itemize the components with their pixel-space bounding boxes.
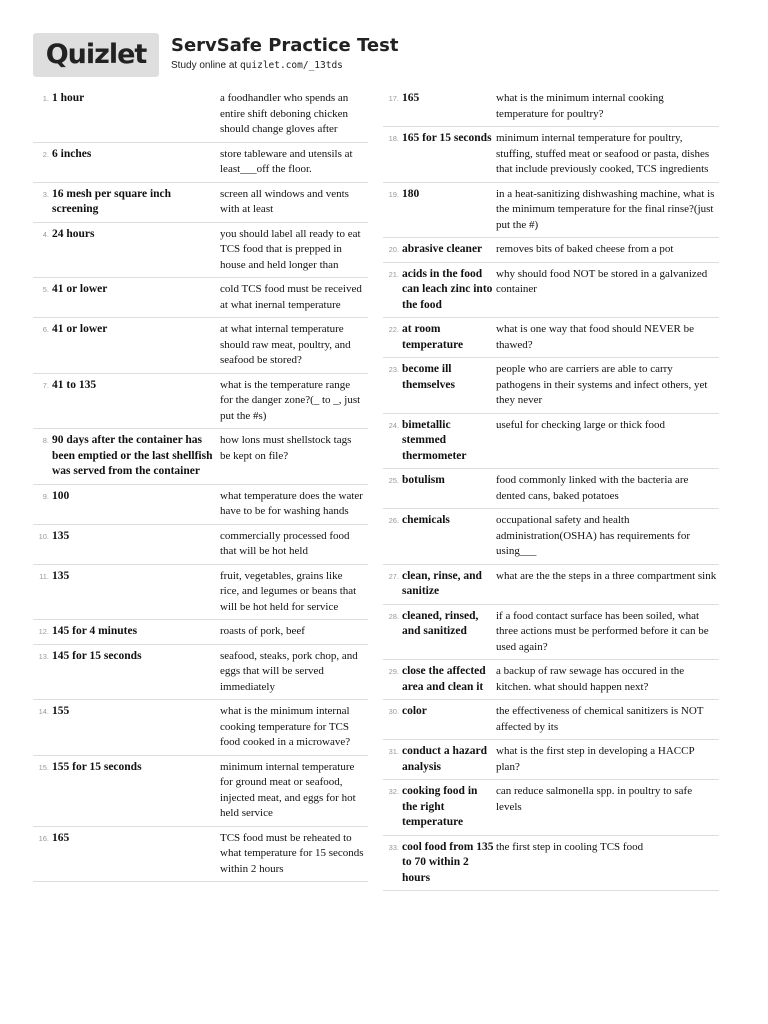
card-term: 155 for 15 seconds — [52, 760, 142, 773]
card-number: 15. — [38, 762, 49, 772]
card-number: 3. — [42, 189, 49, 199]
flashcard-row — [383, 87, 719, 127]
card-number: 17. — [388, 94, 399, 103]
flashcard-row — [33, 565, 368, 621]
card-term: 41 or lower — [52, 323, 108, 335]
card-number: 24. — [388, 420, 399, 430]
card-number: 26. — [388, 516, 399, 525]
flashcard-row — [383, 836, 719, 892]
flashcard-row — [33, 278, 368, 318]
card-definition: removes bits of baked cheese from a pot — [496, 243, 674, 255]
flashcard-row — [383, 127, 719, 183]
card-term: clean, rinse, and sanitize — [402, 569, 482, 597]
card-number: 14. — [38, 707, 49, 716]
card-term: 135 — [52, 529, 70, 542]
card-term: chemicals — [402, 514, 450, 526]
card-term: 100 — [52, 489, 70, 502]
card-number: 12. — [38, 627, 49, 636]
card-term: cleaned, rinsed, and sanitized — [402, 609, 479, 637]
card-number: 10. — [38, 531, 49, 541]
card-definition: commercially processed food that will be hot held — [220, 529, 350, 557]
flashcard-row — [383, 740, 719, 780]
card-definition: a foodhandler who spends an entire shift deboning chicken should change gloves after — [220, 92, 349, 135]
card-definition: what temperature does the water have to be for washing hands — [220, 489, 363, 517]
card-definition: roasts of pork, beef — [220, 625, 305, 637]
flashcard-row — [383, 358, 719, 414]
card-definition: you should label all ready to eat TCS food that is prepped in house and held longer than — [220, 227, 361, 271]
card-term: 6 inches — [52, 147, 92, 160]
card-term: become ill themselves — [402, 363, 456, 391]
card-definition: occupational safety and health administration(OSHA) has requirements for using___ — [496, 514, 690, 557]
flashcard-row — [33, 223, 368, 279]
flashcard-row — [33, 374, 368, 430]
card-number: 13. — [38, 651, 49, 661]
card-term: 145 for 15 seconds — [52, 649, 142, 662]
header — [33, 33, 733, 79]
card-definition: what is the minimum internal cooking temperature for poultry? — [496, 92, 664, 120]
card-number: 2. — [42, 149, 49, 159]
card-term: conduct a hazard analysis — [402, 745, 487, 773]
card-definition: if a food contact surface has been soiled, what three actions must be performed before it can be used again? — [496, 609, 709, 653]
card-term: bimetallic stemmed thermometer — [402, 418, 467, 462]
card-number: 28. — [388, 611, 399, 621]
card-definition: cold TCS food must be received at what inernal temperature — [220, 283, 362, 311]
flashcard-row — [33, 318, 368, 374]
card-number: 11. — [39, 571, 49, 581]
card-number: 4. — [42, 229, 49, 239]
card-number: 31. — [388, 747, 399, 756]
card-number: 6. — [42, 325, 49, 334]
flashcard-row — [33, 485, 368, 525]
card-definition: in a heat-sanitizing dishwashing machine, what is the minimum temperature for the final rinse?(just put the #) — [496, 187, 715, 231]
card-term: botulism — [402, 474, 445, 486]
card-definition: can reduce salmonella spp. in poultry to safe levels — [496, 785, 693, 813]
card-term: at room temperature — [402, 323, 464, 351]
card-definition: fruit, vegetables, grains like rice, and legumes or beans that will be hot held for service — [220, 569, 357, 613]
flashcard-row — [33, 183, 368, 223]
study-url-link[interactable]: quizlet.com/_13tds — [239, 60, 343, 71]
card-definition: why should food NOT be stored in a galvanized container — [496, 267, 708, 295]
flashcard-row — [383, 660, 719, 700]
card-definition: a backup of raw sewage has occured in the kitchen. what should happen next? — [496, 665, 685, 693]
card-number: 22. — [388, 325, 399, 334]
card-number: 18. — [388, 134, 399, 143]
card-definition: useful for checking large or thick food — [496, 418, 666, 431]
card-term: 16 mesh per square inch screening — [52, 187, 172, 215]
card-definition: the effectiveness of chemical sanitizers is NOT affected by its — [496, 705, 704, 733]
card-term: 41 or lower — [52, 283, 108, 295]
card-definition: at what internal temperature should raw meat, poultry, and seafood be stored? — [220, 323, 351, 366]
card-term: 180 — [402, 187, 420, 200]
card-definition: the first step in cooling TCS food — [496, 840, 644, 853]
card-definition: minimum internal temperature for ground meat or seafood, injected meat, and eggs for hot held service — [220, 760, 356, 819]
flashcard-row — [383, 469, 719, 509]
card-number: 1. — [42, 94, 49, 103]
card-number: 30. — [388, 707, 399, 716]
card-number: 21. — [388, 269, 399, 279]
card-definition: how lons must shellstock tags be kept on file? — [220, 434, 352, 462]
card-definition: what is one way that food should NEVER be thawed? — [496, 323, 694, 351]
flashcard-row — [33, 620, 368, 645]
card-term: acids in the food can leach zinc into the food — [402, 267, 493, 311]
flashcard-row — [33, 645, 368, 701]
flashcard-row — [383, 605, 719, 661]
right-column — [383, 87, 719, 891]
card-term: 165 for 15 seconds — [402, 132, 492, 144]
card-term: color — [402, 705, 427, 717]
card-number: 29. — [388, 667, 399, 676]
flashcard-row — [383, 238, 719, 263]
card-number: 19. — [388, 189, 399, 199]
flashcard-row — [33, 756, 368, 827]
flashcard-row — [383, 700, 719, 740]
card-definition: what is the minimum internal cooking temperature for TCS food cooked in a microwave? — [220, 705, 351, 748]
card-definition: food commonly linked with the bacteria are dented cans, baked potatoes — [496, 474, 689, 502]
card-definition: screen all windows and vents with at least — [220, 187, 349, 215]
card-term: 165 — [52, 831, 70, 844]
flashcard-row — [383, 509, 719, 565]
flashcard-row — [383, 263, 719, 319]
card-term: close the affected area and clean it — [402, 665, 486, 693]
card-definition: what are the the steps in a three compartment sink — [496, 569, 717, 582]
flashcard-row — [383, 780, 719, 836]
card-term: 24 hours — [52, 227, 95, 240]
card-term: 135 — [52, 569, 70, 582]
card-term: cool food from 135 to 70 within 2 hours — [402, 840, 494, 884]
flashcard-row — [383, 565, 719, 605]
card-definition: minimum internal temperature for poultry, stuffing, stuffed meat or seafood or pasta, dishes that include previously cooked, TCS ingredients — [496, 132, 710, 175]
card-definition: seafood, steaks, pork chop, and eggs that will be served immediately — [220, 649, 358, 693]
card-number: 7. — [42, 380, 49, 390]
flashcard-row — [33, 87, 368, 143]
flashcard-row — [383, 414, 719, 470]
card-term: 165 — [402, 92, 420, 104]
card-term: 145 for 4 minutes — [52, 625, 138, 637]
card-number: 8. — [42, 436, 49, 445]
flashcard-row — [383, 183, 719, 239]
card-definition: store tableware and utensils at least___off the floor. — [220, 147, 353, 175]
card-definition: TCS food must be reheated to what temperature for 15 seconds within 2 hours — [220, 831, 364, 875]
card-term: cooking food in the right temperature — [402, 785, 478, 828]
flashcard-row — [33, 143, 368, 183]
flashcard-row — [33, 827, 368, 883]
card-number: 9. — [42, 491, 49, 501]
flashcard-row — [383, 318, 719, 358]
subtitle-prefix: Study online at — [171, 60, 240, 71]
card-number: 33. — [388, 842, 399, 852]
card-definition: what is the first step in developing a HACCP plan? — [496, 745, 695, 773]
card-term: abrasive cleaner — [402, 243, 483, 255]
card-term: 90 days after the container has been emptied or the last shellfish was served from the container — [52, 434, 213, 477]
card-definition: what is the temperature range for the danger zone?(_ to _, just put the #s) — [220, 378, 361, 422]
card-term: 1 hour — [52, 92, 85, 104]
card-number: 5. — [42, 285, 49, 294]
card-definition: people who are carriers are able to carry pathogens in their systems and infect others, yet they never — [496, 363, 708, 406]
card-number: 25. — [388, 476, 399, 485]
flashcard-row — [33, 429, 368, 485]
left-column — [33, 87, 368, 882]
card-number: 23. — [388, 365, 399, 374]
card-number: 32. — [388, 787, 399, 796]
flashcard-row — [33, 700, 368, 756]
card-term: 155 — [52, 705, 70, 717]
card-term: 41 to 135 — [52, 378, 97, 391]
card-number: 27. — [388, 571, 399, 581]
page-title: ServSafe Practice Test — [171, 35, 399, 56]
quizlet-logo[interactable]: Quizlet — [33, 33, 159, 77]
flashcard-row — [33, 525, 368, 565]
study-online-line — [171, 60, 343, 71]
card-number: 20. — [388, 245, 399, 254]
card-number: 16. — [38, 833, 49, 843]
